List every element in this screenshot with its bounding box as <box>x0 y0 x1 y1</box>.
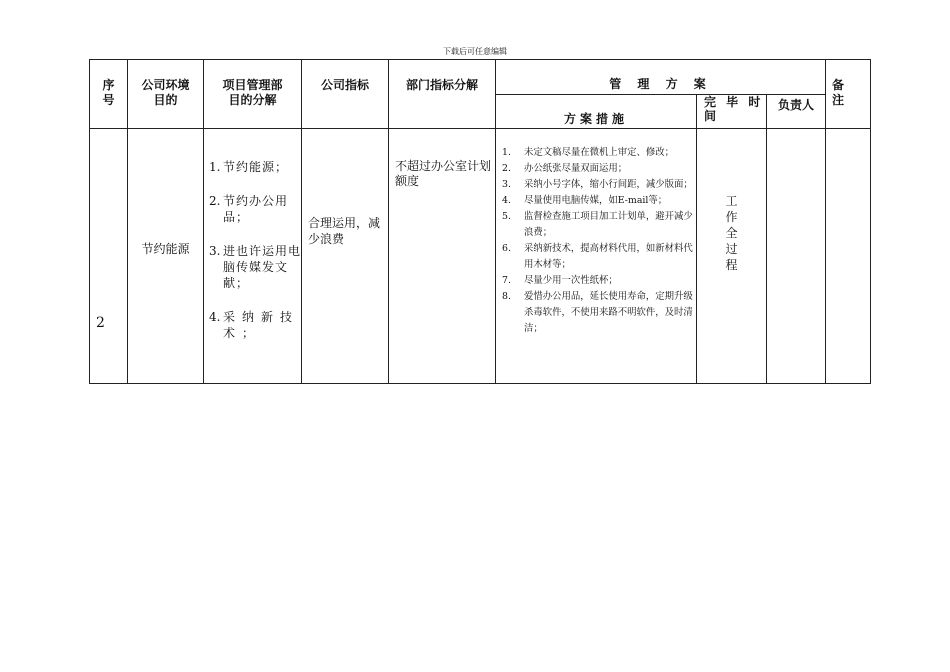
decomp-num: 2. <box>209 194 221 208</box>
row-completion-time <box>697 129 767 384</box>
measure-num: 2. <box>502 163 511 174</box>
header-project-decomp <box>204 60 302 129</box>
decomp-text: 进也许运用电脑传媒发文献； <box>223 244 302 290</box>
measure-text: 尽量少用一次性纸杯； <box>524 275 618 286</box>
decomp-text: 采纳新技术； <box>223 310 300 340</box>
decomp-item <box>209 193 301 225</box>
row-responsible <box>767 129 826 384</box>
measure-text: 爱惜办公用品，延长使用寿命，定期升级杀毒软件，不使用来路不明软件，及时清洁； <box>524 291 693 334</box>
decomp-num: 4. <box>209 310 221 324</box>
measure-num: 3. <box>502 179 511 190</box>
measure-num: 6. <box>502 243 511 254</box>
measure-item <box>502 241 694 273</box>
decomp-item <box>209 159 301 175</box>
completion-time-char: 全 <box>725 226 738 240</box>
completion-time-char: 程 <box>725 258 738 272</box>
header-project-decomp-line1: 项目管理部 <box>222 78 283 92</box>
measure-num: 4. <box>502 195 511 206</box>
measure-text: 监督检查施工项目加工计划单，避开减少浪费； <box>524 211 693 238</box>
header-project-decomp-line2: 目的分解 <box>228 93 277 107</box>
header-remarks-line1: 备 <box>832 78 845 92</box>
measure-num: 7. <box>502 275 511 286</box>
completion-time-char: 工 <box>725 194 738 208</box>
row-seq: 2 <box>90 129 128 384</box>
header-env-goal-line2: 目的 <box>153 93 178 107</box>
row-company-target: 合理运用，减少浪费 <box>302 129 389 384</box>
header-plan: 管 理 方 案 <box>496 60 826 95</box>
row-dept-target: 不超过办公室计划额度 <box>389 129 496 384</box>
header-seq-line1: 序 <box>102 78 115 92</box>
measure-item <box>502 161 694 177</box>
table-row <box>90 129 871 384</box>
header-remarks-line2: 注 <box>832 93 845 107</box>
header-completion-time-line1: 完 毕 时 <box>704 95 764 109</box>
measure-text: 尽量使用电脑传媒，如E-mail等； <box>524 195 668 206</box>
measure-item <box>502 209 694 241</box>
measure-item <box>502 193 694 209</box>
header-seq <box>90 60 128 129</box>
decomp-text: 节约办公用品； <box>223 194 289 224</box>
header-company-target: 公司指标 <box>302 60 389 129</box>
decomp-item <box>209 309 301 341</box>
header-env-goal <box>128 60 204 129</box>
decomp-item <box>209 243 301 291</box>
measure-text: 采纳小号字体，缩小行间距，减少版面； <box>524 179 693 190</box>
header-responsible: 负责人 <box>767 95 826 129</box>
measure-text: 未定文稿尽量在微机上审定、修改； <box>524 147 675 158</box>
header-completion-time <box>697 95 767 129</box>
header-note: 下载后可任意编辑 <box>443 47 507 56</box>
header-remarks <box>826 60 871 129</box>
completion-time-char: 作 <box>725 210 738 224</box>
row-decomposition <box>204 129 302 384</box>
measure-item <box>502 273 694 289</box>
measure-item <box>502 145 694 161</box>
decomp-num: 1. <box>209 160 221 174</box>
measure-num: 8. <box>502 291 511 302</box>
measure-item <box>502 289 694 337</box>
completion-time-char: 过 <box>725 242 738 256</box>
row-env-goal: 节约能源 <box>128 129 204 384</box>
row-measures <box>496 129 697 384</box>
decomp-text: 节约能源； <box>223 160 289 174</box>
environmental-management-table <box>89 59 871 384</box>
measure-text: 采纳新技术，提高材料代用，如新材料代用木材等； <box>524 243 693 270</box>
measure-num: 5. <box>502 211 511 222</box>
header-measures: 方案措施 <box>496 95 697 129</box>
measure-text: 办公纸张尽量双面运用； <box>524 163 628 174</box>
measure-num: 1. <box>502 147 511 158</box>
row-remarks <box>826 129 871 384</box>
measure-item <box>502 177 694 193</box>
header-completion-time-line2: 间 <box>704 109 720 123</box>
header-row-1 <box>90 60 871 95</box>
header-env-goal-line1: 公司环境 <box>141 78 190 92</box>
header-seq-line2: 号 <box>102 93 115 107</box>
decomp-num: 3. <box>209 244 221 258</box>
header-dept-target: 部门指标分解 <box>389 60 496 129</box>
